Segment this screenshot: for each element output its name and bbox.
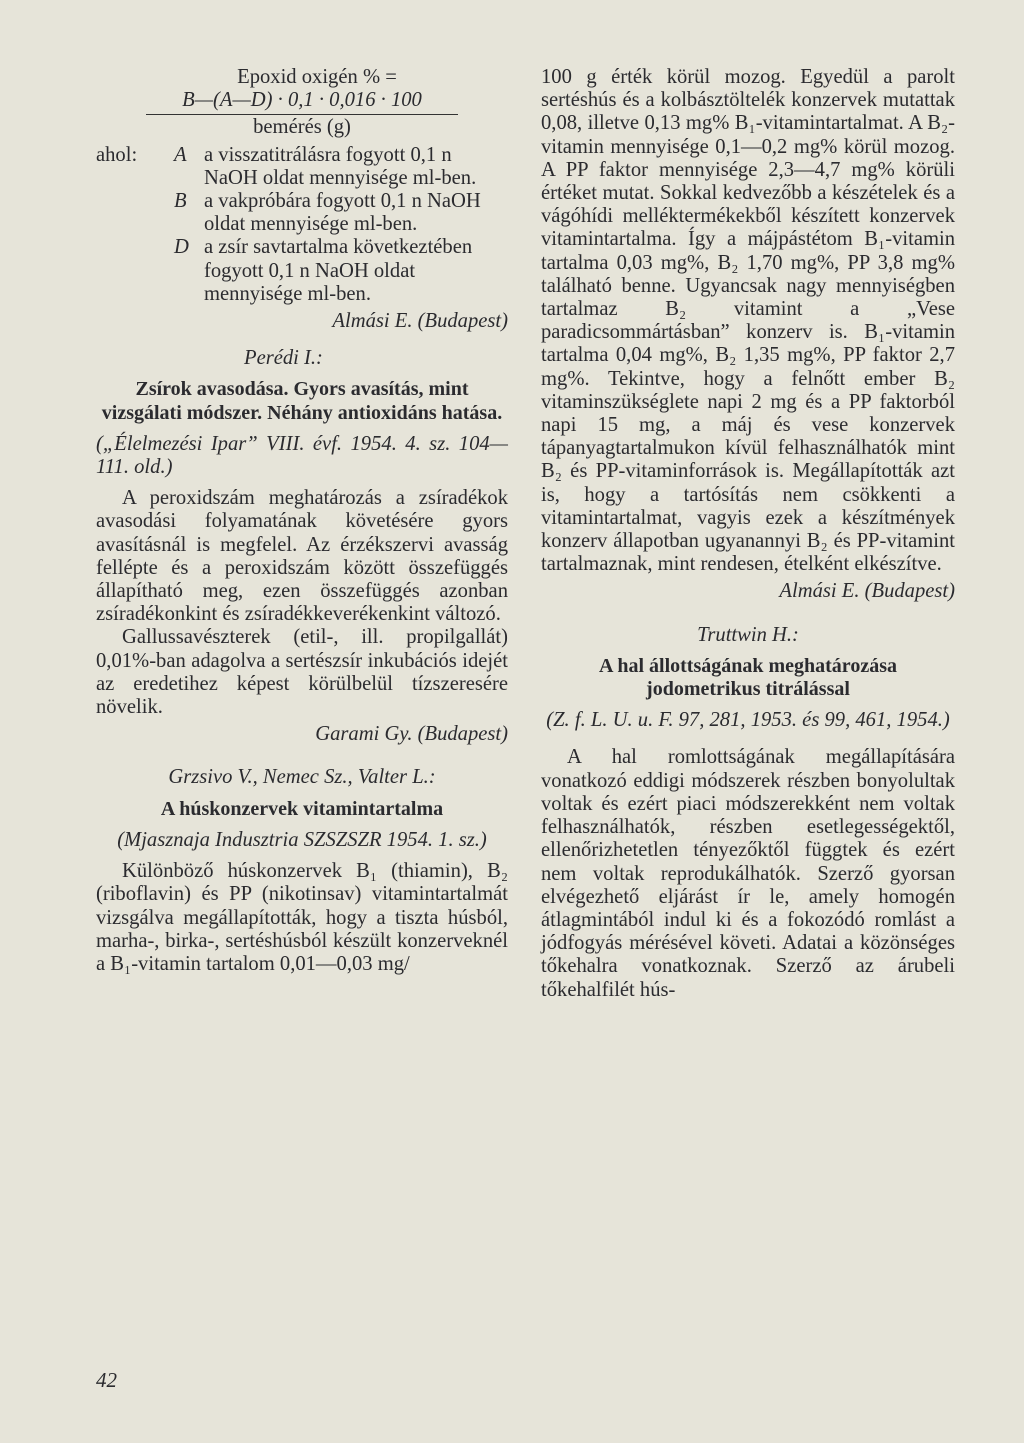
right-column <box>541 66 955 1002</box>
article-3-continuation: 100 g érték körül mozog. Egyedül a parolt sertéshús és a kolbásztöltelék konzervek mutattak 0,08, illetve 0,13 mg% B₁-vitamintartalmat. A B₂-vitamin mennyisége 0,1—0,2 mg% körül mozog. A PP faktor mennyisége 2,3—4,7 mg% körüli értéket mutat. Sokkal kedvezőbb a készételek és a vágóhídi melléktermékekből készített konzervek vitamintartalma. Így a májpástétom B₁-vitamin tartalma 0,03 mg%, B₂ 1,70 mg%, PP 3,8 mg% található benne. Ugyancsak nagy mennyiségben tartalmaz B₂ vitamint a „Vese paradicsommártásban” konzerv is. B₁-vitamin tartalma 0,04 mg%, B₂ 1,35 mg%, PP faktor 2,7 mg%. Tekintve, hogy a felnőtt ember B₂ vitaminszükséglete napi 2 mg és a PP faktorból napi 15 mg, a máj és vese konzervek tápanyagtartalmukon kívül felhasználhatók mint B₂ és PP-vitaminforrások is. Megállapították azt is, hogy a tartósítás nem csökkenti a vitamintartalmat, vagyis ezek a készítmények konzerv állapotban ugyanannyi B₂ és PP-vitamint tartalmaznak, mint rendesen, ételként elkészítve. <box>541 66 955 576</box>
formula-label: Epoxid oxigén % = <box>237 66 397 88</box>
article-2-author: Perédi I.: <box>244 347 323 370</box>
signature-3: Almási E. (Budapest) <box>779 580 955 603</box>
def-text-a: a visszatitrálásra fogyott 0,1 n NaOH oldat mennyisége ml-ben. <box>204 143 477 189</box>
formula-numerator: B—(A—D) · 0,1 · 0,016 · 100 <box>146 89 458 115</box>
signature-2: Garami Gy. (Budapest) <box>315 723 508 746</box>
signature-1: Almási E. (Budapest) <box>332 310 508 333</box>
article-2-paragraph-1: A peroxidszám meghatározás a zsíradékok avasodási folyamatának követésére gyors avasításnál is megfelel. Az érzékszervi avasság fellépte és a peroxidszám között összefüggés állapítható meg, ezen összefüggés azonban zsíradékonkint és zsíradékkeverékenkint változó. <box>96 487 508 626</box>
def-text-b: a vakpróbára fogyott 0,1 n NaOH oldat mennyisége ml-ben. <box>204 190 481 236</box>
def-text-d: a zsír savtartalma következtében fogyott 0,1 n NaOH oldat mennyisége ml-ben. <box>204 236 473 305</box>
article-4-source: (Z. f. L. U. u. F. 97, 281, 1953. és 99, 461, 1954.) <box>546 709 950 732</box>
article-4-paragraph-1: A hal romlottságának megállapítására vonatkozó eddigi módszerek részben bonyolultak voltak és ezért piaci módszerekként nem voltak felhasználhatók, részben esetlegességektől, ellenőrizhetetlen tényezőktől függtek és ezért nem voltak reprodukálhatók. Szerző gyorsan elvégezhető eljárást ír le, amely homogén átlagmintából indul ki és a fokozódó romlást a jódfogyás mérésével követi. Adatai a közönséges tőkehalra vonatkoznak. Szerző az árubeli tőkehalfilét hús- <box>541 746 955 1001</box>
article-3-authors: Grzsivo V., Nemec Sz., Valter L.: <box>168 766 436 789</box>
def-lead: ahol: <box>96 143 138 166</box>
article-2-title: Zsírok avasodása. Gyors avasítás, mint vizsgálati módszer. Néhány antioxidáns hatása. <box>101 378 503 424</box>
formula-fraction <box>132 89 472 139</box>
def-key-a: A <box>174 143 187 166</box>
def-key-b: B <box>174 190 187 213</box>
article-4-author: Truttwin H.: <box>697 623 799 646</box>
article-4-title: A hal állottságának meghatározása jodometrikus titrálással <box>599 654 897 701</box>
article-2-paragraph-2: Gallussavészterek (etil-, ill. propilgallát) 0,01%-ban adagolva a sertészsír inkubációs idejét az eredetihez képest körülbelül tízszeresére növelik. <box>96 626 508 719</box>
formula-denominator: bemérés (g) <box>253 116 351 139</box>
article-3-source: (Mjasznaja Indusztria SZSZSZR 1954. 1. sz.) <box>117 828 487 851</box>
variable-definitions <box>96 144 508 306</box>
article-3-title: A húskonzervek vitamintartalma <box>160 797 444 820</box>
def-key-d: D <box>174 236 189 259</box>
page-number: 42 <box>96 1368 117 1392</box>
left-column <box>96 66 508 976</box>
article-3-paragraph-1: Különböző húskonzervek B₁ (thiamin), B₂ (riboflavin) és PP (nikotinsav) vitamintartalmát vizsgálva megállapították, hogy a tiszta húsból, marha-, birka-, sertéshúsból készült konzerveknél a B₁-vitamin tartalom 0,01—0,03 mg/ <box>96 860 508 975</box>
article-2-source: („Élelmezési Ipar” VIII. évf. 1954. 4. sz. 104—111. old.) <box>96 432 508 479</box>
